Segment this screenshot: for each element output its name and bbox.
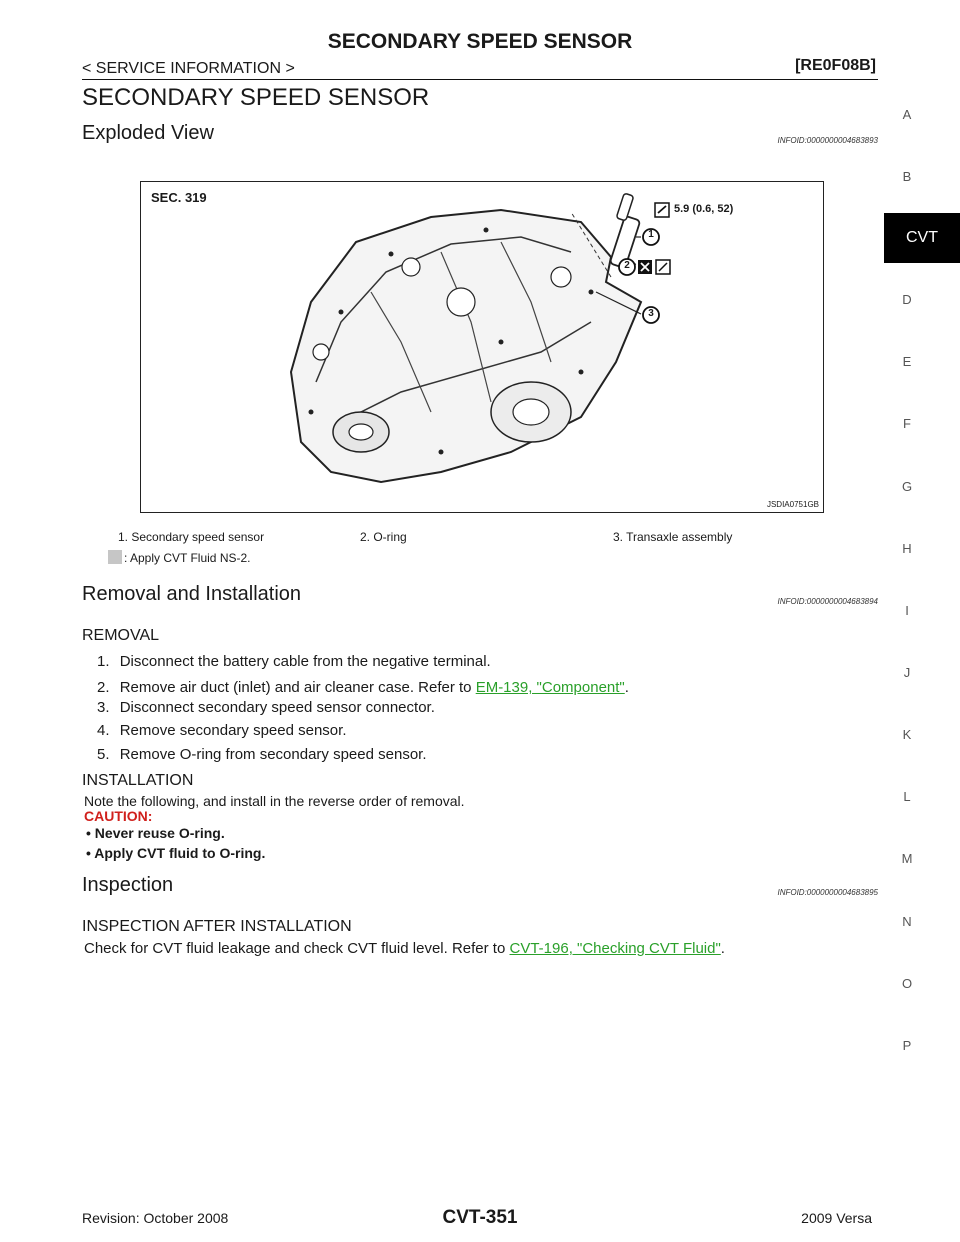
list-item bbox=[97, 746, 427, 763]
list-item bbox=[97, 722, 346, 739]
figure-id: JSDIA0751GB bbox=[766, 500, 819, 509]
side-index-letter[interactable]: P bbox=[902, 1038, 912, 1053]
inspection-heading: INSPECTION AFTER INSTALLATION bbox=[82, 918, 352, 935]
side-index-letter[interactable]: O bbox=[901, 976, 913, 991]
step-number: 4. bbox=[97, 722, 110, 739]
step-number: 1. bbox=[97, 653, 110, 670]
callout-3: 3 bbox=[648, 308, 654, 319]
vehicle-model: 2009 Versa bbox=[801, 1210, 872, 1226]
caution-item: • Never reuse O-ring. bbox=[86, 825, 225, 841]
main-title: SECONDARY SPEED SENSOR bbox=[82, 84, 430, 111]
side-index-letter[interactable]: K bbox=[902, 727, 912, 742]
inspection-text-end: . bbox=[720, 940, 725, 957]
page-number: CVT-351 bbox=[442, 1207, 518, 1228]
side-index-letter[interactable]: L bbox=[903, 789, 911, 804]
side-index-letter[interactable]: G bbox=[901, 479, 913, 494]
figure-section-label: SEC. 319 bbox=[151, 190, 207, 205]
reference-link-cvt196[interactable]: CVT-196, "Checking CVT Fluid" bbox=[509, 940, 721, 957]
transaxle-illustration bbox=[141, 182, 823, 512]
list-item bbox=[97, 679, 629, 696]
exploded-view-figure bbox=[140, 181, 824, 513]
infoid: INFOID:0000000004683894 bbox=[777, 597, 878, 606]
infoid: INFOID:0000000004683893 bbox=[777, 136, 878, 145]
list-item bbox=[97, 653, 491, 670]
side-index-tab-cvt[interactable]: CVT bbox=[884, 213, 960, 263]
step-text: Remove secondary speed sensor. bbox=[119, 722, 347, 739]
installation-note: Note the following, and install in the reverse order of removal. bbox=[84, 793, 465, 809]
caution-label: CAUTION: bbox=[84, 808, 153, 824]
model-code: [RE0F08B] bbox=[795, 57, 876, 74]
legend-item: 1. Secondary speed sensor bbox=[118, 530, 265, 544]
step-text: Disconnect the battery cable from the negative terminal. bbox=[119, 653, 491, 670]
header-rule bbox=[82, 79, 878, 80]
list-item bbox=[97, 699, 435, 716]
step-text-end: . bbox=[624, 679, 629, 696]
side-index-letter[interactable]: E bbox=[902, 354, 912, 369]
side-index-letter[interactable]: N bbox=[902, 914, 912, 929]
reference-link-em139[interactable]: EM-139, "Component" bbox=[475, 679, 625, 696]
side-index-letter[interactable]: B bbox=[902, 169, 912, 184]
step-number: 5. bbox=[97, 746, 110, 763]
callout-1: 1 bbox=[648, 229, 654, 240]
step-text: Disconnect secondary speed sensor connector. bbox=[119, 699, 435, 716]
revision-date: Revision: October 2008 bbox=[82, 1210, 229, 1226]
section-title-inspection: Inspection bbox=[82, 874, 174, 896]
torque-spec: 5.9 (0.6, 52) bbox=[674, 203, 734, 215]
side-index-letter[interactable]: M bbox=[901, 851, 913, 866]
callout-2: 2 bbox=[624, 260, 630, 271]
side-index-letter[interactable]: J bbox=[903, 665, 911, 680]
removal-heading: REMOVAL bbox=[82, 627, 160, 644]
installation-heading: INSTALLATION bbox=[82, 772, 194, 789]
section-label: < SERVICE INFORMATION > bbox=[82, 60, 295, 77]
inspection-text bbox=[84, 940, 725, 957]
step-text: Remove air duct (inlet) and air cleaner case. Refer to bbox=[119, 679, 476, 696]
section-title-removal-installation: Removal and Installation bbox=[82, 583, 302, 605]
page-header-title: SECONDARY SPEED SENSOR bbox=[327, 30, 633, 53]
legend-item: 3. Transaxle assembly bbox=[613, 530, 733, 544]
legend-note: : Apply CVT Fluid NS-2. bbox=[124, 551, 251, 565]
legend-item: 2. O-ring bbox=[360, 530, 407, 544]
side-index-letter[interactable]: D bbox=[902, 292, 912, 307]
caution-item: • Apply CVT fluid to O-ring. bbox=[86, 845, 266, 861]
step-number: 2. bbox=[97, 679, 110, 696]
inspection-text-body: Check for CVT fluid leakage and check CVT fluid level. Refer to bbox=[84, 940, 510, 957]
infoid: INFOID:0000000004683895 bbox=[777, 888, 878, 897]
side-index-letter[interactable]: I bbox=[905, 603, 909, 618]
step-number: 3. bbox=[97, 699, 110, 716]
fluid-swatch-icon bbox=[108, 550, 122, 564]
section-title-exploded-view: Exploded View bbox=[82, 122, 214, 144]
side-index-letter[interactable]: A bbox=[902, 107, 912, 122]
side-index-letter[interactable]: H bbox=[902, 541, 912, 556]
step-text: Remove O-ring from secondary speed sensor. bbox=[119, 746, 427, 763]
side-index-letter[interactable]: F bbox=[903, 416, 911, 431]
